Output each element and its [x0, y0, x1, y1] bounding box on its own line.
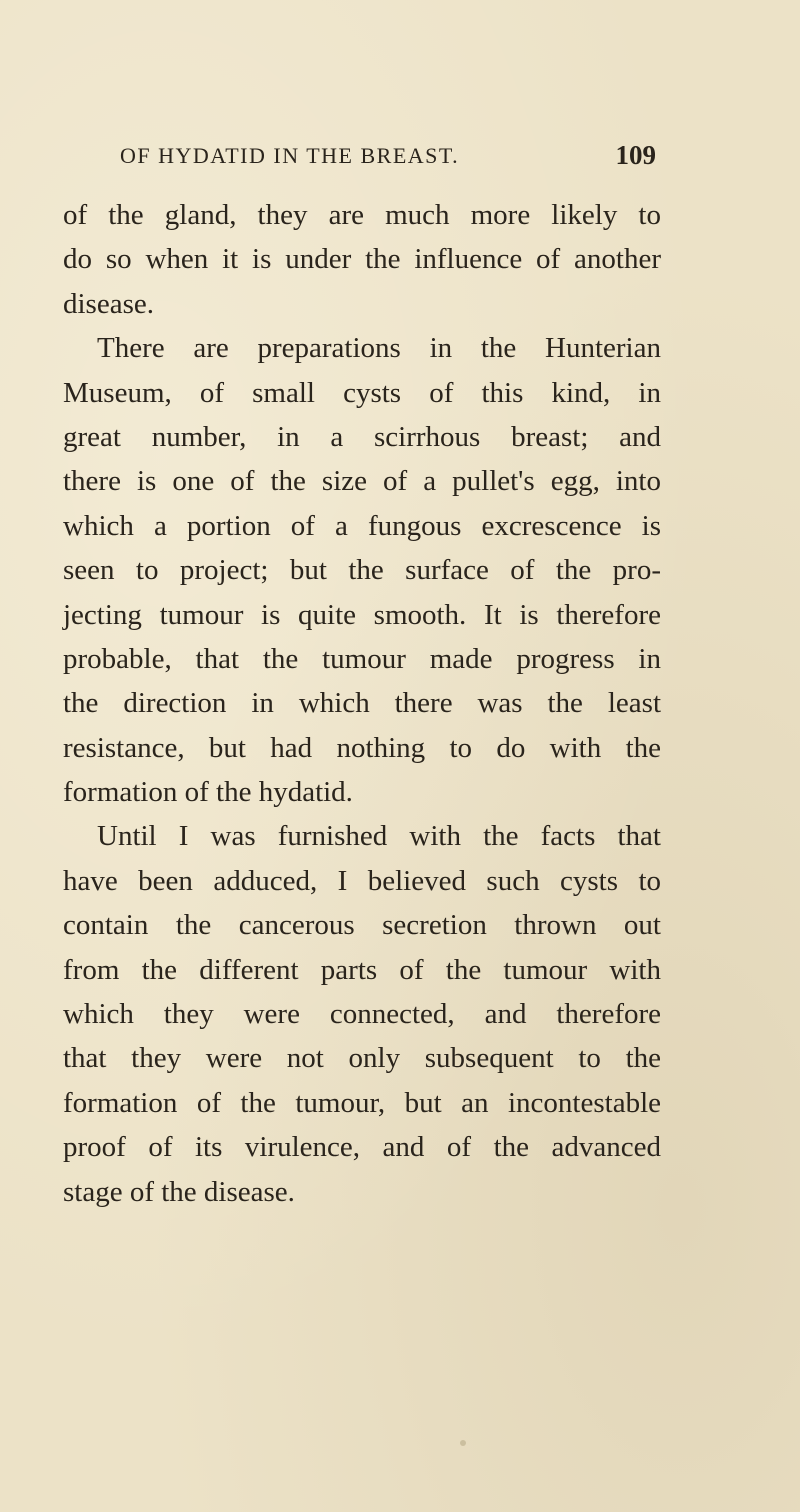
text-line: disease. [63, 287, 154, 320]
text-line: have been adduced, I believed such cysts to [63, 864, 661, 897]
text-line: that they were not only subsequent to the [63, 1042, 661, 1075]
text-line: formation of the tumour, but an incontestable [63, 1086, 661, 1119]
text-line: great number, in a scirrhous breast; and [63, 420, 661, 453]
text-line: of the gland, they are much more likely to [63, 199, 661, 231]
text-line: There are preparations in the Hunterian [97, 332, 661, 365]
text-line: which a portion of a fungous excrescence is [63, 509, 661, 542]
paper-speck [460, 1440, 466, 1446]
text-line: Until I was furnished with the facts that [97, 820, 661, 853]
text-line: there is one of the size of a pullet's egg, into [63, 465, 661, 498]
text-line: probable, that the tumour made progress in [63, 642, 661, 675]
running-head-title: OF HYDATID IN THE BREAST. [120, 143, 460, 168]
text-line: the direction in which there was the least [63, 687, 661, 720]
text-line: from the different parts of the tumour with [63, 953, 661, 986]
text-line: do so when it is under the influence of another [63, 243, 661, 276]
text-line: which they were connected, and therefore [63, 998, 661, 1031]
text-line: proof of its virulence, and of the advanced [63, 1131, 661, 1164]
text-line: seen to project; but the surface of the pro- [63, 554, 661, 587]
text-line: formation of the hydatid. [63, 776, 353, 809]
text-line: jecting tumour is quite smooth. It is therefore [63, 598, 661, 631]
text-line: contain the cancerous secretion thrown out [63, 909, 661, 942]
page-number: 109 [615, 140, 656, 170]
running-head [120, 140, 680, 179]
text-line: Museum, of small cysts of this kind, in [63, 376, 661, 409]
text-line: stage of the disease. [63, 1175, 295, 1208]
text-line: resistance, but had nothing to do with the [63, 731, 661, 764]
body-text [63, 193, 661, 1214]
